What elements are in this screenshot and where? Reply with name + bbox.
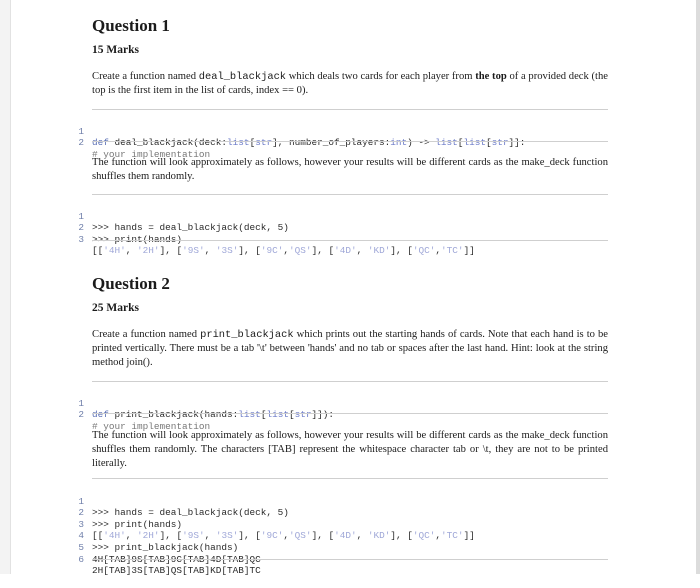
line-number: 1 <box>78 210 84 222</box>
q1-desc-bold: the top <box>475 71 507 82</box>
code-text <box>92 409 334 421</box>
line-number: 3 <box>78 233 84 245</box>
left-page-edge <box>0 0 11 574</box>
string-literal: '9S' <box>182 245 205 257</box>
code-segment: , <box>204 530 216 542</box>
code-segment: ], number_of_players: <box>272 137 391 149</box>
code-segment: , <box>204 245 216 257</box>
code-segment: ], [ <box>311 245 335 257</box>
code-segment: , <box>435 530 442 542</box>
code-segment: , <box>356 245 368 257</box>
string-literal: 'QS' <box>289 245 312 257</box>
code-segment: ]] <box>463 530 475 542</box>
code-segment: , <box>283 530 290 542</box>
string-literal: '2H' <box>137 245 160 257</box>
code-comment: # your implementation <box>92 420 211 432</box>
code-segment: [[ <box>92 530 104 542</box>
code-text: 2H[TAB]3S[TAB]QS[TAB]KD[TAB]TC <box>92 565 261 577</box>
string-literal: 'QS' <box>289 530 312 542</box>
code-segment: [ <box>249 137 256 149</box>
q2-code2-top-rule <box>92 478 608 479</box>
type-name: list <box>238 409 261 421</box>
type-name: str <box>255 137 273 149</box>
keyword: def <box>92 409 109 421</box>
string-literal: 'TC' <box>441 530 464 542</box>
question-2-title: Question 2 <box>92 274 170 293</box>
line-number: 5 <box>78 541 84 553</box>
question-1-marks: 15 Marks <box>92 44 139 56</box>
keyword: def <box>92 137 109 149</box>
q1-code1-bottom-rule <box>92 141 608 142</box>
type-name: list <box>227 137 250 149</box>
code-line <box>76 199 608 234</box>
q2-desc-part2: which prints out the starting hands of cards. Note that each hand is to be printed vertically. There must be a tab '\t' between 'hands' and no tab or spaces after the last hand. Hint: look at the string method join(). <box>92 329 608 368</box>
code-segment: ], [ <box>238 530 261 542</box>
q2-code2-bottom-rule <box>92 559 608 560</box>
code-segment: ], [ <box>390 245 413 257</box>
string-literal: '4H' <box>103 530 126 542</box>
code-segment: ], [ <box>311 530 335 542</box>
code-text: 4H[TAB]9S[TAB]9C[TAB]4D[TAB]QC <box>92 553 261 565</box>
q2-code1-bottom-rule <box>92 413 608 414</box>
type-name: list <box>463 137 486 149</box>
code-line <box>76 484 608 519</box>
line-number: 2 <box>78 507 84 519</box>
code-segment: , <box>125 245 138 257</box>
string-literal: '9S' <box>182 530 205 542</box>
code-segment: deal_blackjack(deck: <box>108 137 228 149</box>
code-text <box>92 245 475 257</box>
code-text: >>> print(hands) <box>92 233 183 245</box>
code-segment: ]]): <box>311 409 335 421</box>
code-segment: , <box>283 245 290 257</box>
line-number: 1 <box>78 397 84 409</box>
string-literal: 'QC' <box>412 245 436 257</box>
code-text: >>> print(hands) <box>92 518 183 530</box>
string-literal: 'KD' <box>367 245 391 257</box>
code-segment: [ <box>260 409 267 421</box>
type-name: int <box>390 137 408 149</box>
string-literal: '9C' <box>260 530 284 542</box>
code-segment: [ <box>485 137 492 149</box>
q1-function-name: deal_blackjack <box>198 71 287 83</box>
q1-code-block-signature <box>76 114 608 160</box>
q1-code2-bottom-rule <box>92 240 608 241</box>
q2-desc-part1: Create a function named <box>92 329 201 340</box>
q2-code1-top-rule <box>92 381 608 382</box>
string-literal: 'TC' <box>441 245 464 257</box>
code-segment: [ <box>457 137 464 149</box>
code-text: >>> print_blackjack(hands) <box>92 541 239 553</box>
code-segment: , <box>356 530 368 542</box>
question-2-explanation: The function will look approximately as follows, however your results will be different cards as the make_deck function shuffles them randomly. The characters [TAB] represent the whitespace character tab or \t, they are not to be printed literally. <box>92 430 608 469</box>
q1-desc-part1: Create a function named <box>92 71 199 82</box>
line-number: 3 <box>78 518 84 530</box>
q2-code-block-example <box>76 484 608 577</box>
code-segment: ]] <box>463 245 475 257</box>
type-name: list <box>266 409 289 421</box>
line-number: 6 <box>78 553 84 565</box>
string-literal: '9C' <box>260 245 284 257</box>
line-number: 1 <box>78 495 84 507</box>
type-name: str <box>294 409 312 421</box>
code-segment: ], [ <box>159 245 183 257</box>
string-literal: '4D' <box>334 245 357 257</box>
question-1-description <box>92 70 608 98</box>
line-number: 1 <box>78 125 84 137</box>
string-literal: 'QC' <box>412 530 436 542</box>
line-number: 4 <box>78 530 84 542</box>
q1-desc-part2: which deals two cards for each player from <box>286 71 476 82</box>
string-literal: 'KD' <box>367 530 391 542</box>
type-name: str <box>491 137 509 149</box>
q1-code2-top-rule <box>92 194 608 195</box>
code-text: >>> hands = deal_blackjack(deck, 5) <box>92 222 289 234</box>
code-segment: , <box>435 245 442 257</box>
q2-code-block-signature <box>76 386 608 432</box>
code-text <box>92 137 525 149</box>
code-segment: ], [ <box>390 530 413 542</box>
question-2-marks: 25 Marks <box>92 302 139 314</box>
question-1-title: Question 1 <box>92 16 170 35</box>
code-line <box>76 114 608 149</box>
code-comment: # your implementation <box>92 148 211 160</box>
code-segment: , <box>125 530 138 542</box>
string-literal: '3S' <box>215 530 239 542</box>
q1-code1-top-rule <box>92 109 608 110</box>
code-segment: [ <box>288 409 295 421</box>
code-segment: ]]: <box>508 137 526 149</box>
code-line <box>76 386 608 421</box>
code-segment: ], [ <box>238 245 261 257</box>
string-literal: '4H' <box>103 245 126 257</box>
q1-desc-part3: of a provided deck (the top is the first item in the list of cards, index == 0). <box>92 71 608 96</box>
line-number: 2 <box>78 137 84 149</box>
question-2-description <box>92 328 608 370</box>
string-literal: '4D' <box>334 530 357 542</box>
type-name: list <box>435 137 458 149</box>
string-literal: '3S' <box>215 245 239 257</box>
code-segment: [[ <box>92 245 104 257</box>
code-text: >>> hands = deal_blackjack(deck, 5) <box>92 507 289 519</box>
line-number: 2 <box>78 222 84 234</box>
question-1-explanation: The function will look approximately as follows, however your results will be different cards as the make_deck function shuffles them randomly. <box>92 157 608 182</box>
code-segment: ) -> <box>407 137 436 149</box>
line-number: 2 <box>78 409 84 421</box>
q2-function-name: print_blackjack <box>200 329 294 341</box>
q1-code-block-example <box>76 199 608 257</box>
right-scroll-edge <box>696 0 700 574</box>
code-segment: ], [ <box>159 530 183 542</box>
code-segment: print_blackjack(hands: <box>108 409 239 421</box>
string-literal: '2H' <box>137 530 160 542</box>
